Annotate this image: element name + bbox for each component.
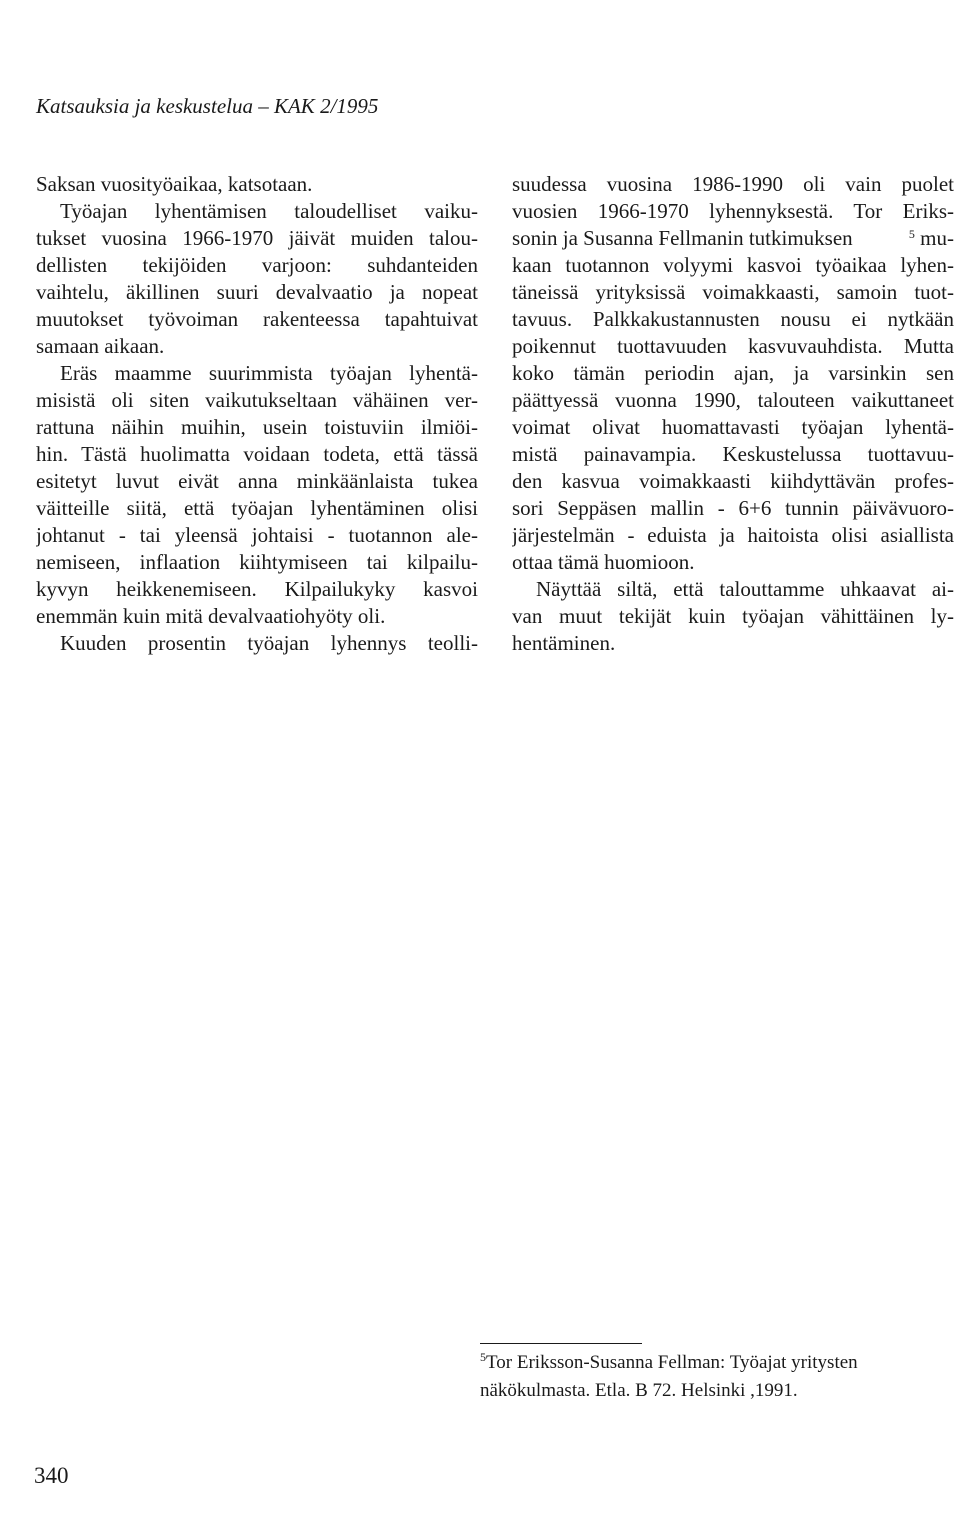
body-line: den kasvua voimakkaasti kiihdyttävän profes-	[512, 469, 954, 493]
body-line: mistä painavampia. Keskustelussa tuottavuu-	[512, 442, 954, 466]
footnote-line	[480, 1349, 858, 1377]
body-line: Työajan lyhentämisen taloudelliset vaiku-	[60, 199, 478, 223]
body-line-tail: mu-	[920, 226, 954, 250]
body-line: väitteille siitä, että työajan lyhentäminen olisi	[36, 496, 478, 520]
footnote	[480, 1349, 858, 1405]
footnote-reference-group	[909, 225, 954, 252]
body-line: nemiseen, inflaation kiihtymiseen tai kilpailu-	[36, 550, 478, 574]
footnote-reference: 5	[908, 227, 915, 241]
body-line: tukset vuosina 1966-1970 jäivät muiden talou-	[36, 226, 478, 250]
left-column	[36, 171, 478, 657]
body-line-with-footnote	[512, 225, 954, 252]
body-line: Eräs maamme suurimmista työajan lyhentä-	[60, 361, 478, 385]
body-line: kaan tuotannon volyymi kasvoi työaikaa lyhen-	[512, 253, 954, 277]
footnote-text: Tor Eriksson-Susanna Fellman: Työajat yritysten	[486, 1352, 858, 1373]
body-line: hentäminen.	[512, 631, 616, 655]
body-line: täneissä yrityksissä voimakkaasti, samoin tuot-	[512, 280, 954, 304]
footnote-divider	[480, 1343, 642, 1344]
body-line: sori Seppäsen mallin - 6+6 tunnin päivävuoro-	[512, 496, 954, 520]
body-line-text: sonin ja Susanna Fellmanin tutkimuksen	[512, 226, 853, 250]
body-line: kyvyn heikkenemiseen. Kilpailukyky kasvoi	[36, 577, 478, 601]
body-line: muutokset työvoiman rakenteessa tapahtuivat	[36, 307, 478, 331]
body-line: dellisten tekijöiden varjoon: suhdanteiden	[36, 253, 478, 277]
body-line: Saksan vuosityöaikaa, katsotaan.	[36, 172, 313, 196]
body-line: ottaa tämä huomioon.	[512, 550, 695, 574]
footnote-line: näkökulmasta. Etla. B 72. Helsinki ,1991.	[480, 1380, 798, 1401]
body-line: suudessa vuosina 1986-1990 oli vain puolet	[512, 172, 954, 196]
body-line: päättyessä vuonna 1990, talouteen vaikuttaneet	[512, 388, 954, 412]
footnote-marker: 5	[480, 1350, 486, 1364]
body-line: enemmän kuin mitä devalvaatiohyöty oli.	[36, 604, 386, 628]
body-line: voimat olivat huomattavasti työajan lyhentä-	[512, 415, 954, 439]
body-line: koko tämän periodin ajan, ja varsinkin sen	[512, 361, 954, 385]
body-line: järjestelmän - eduista ja haitoista olisi asiallista	[512, 523, 954, 547]
body-line: misistä oli siten vaikutukseltaan vähäinen ver-	[36, 388, 478, 412]
body-line: Kuuden prosentin työajan lyhennys teolli-	[60, 631, 478, 655]
body-line: rattuna näihin muihin, usein toistuviin ilmiöi-	[36, 415, 478, 439]
body-line: poikennut tuottavuuden kasvuvauhdista. Mutta	[512, 334, 954, 358]
body-line: johtanut - tai yleensä johtaisi - tuotannon ale-	[36, 523, 478, 547]
running-head: Katsauksia ja keskustelua – KAK 2/1995	[36, 94, 379, 118]
body-line: van muut tekijät kuin työajan vähittäinen ly-	[512, 604, 954, 628]
body-line: vuosien 1966-1970 lyhennyksestä. Tor Eriks-	[512, 199, 954, 223]
body-line: tavuus. Palkkakustannusten nousu ei nytkään	[512, 307, 954, 331]
body-line: vaihtelu, äkillinen suuri devalvaatio ja nopeat	[36, 280, 478, 304]
body-line: esitetyt luvut eivät anna minkäänlaista tukea	[36, 469, 478, 493]
page-number: 340	[34, 1463, 69, 1488]
body-line: samaan aikaan.	[36, 334, 165, 358]
body-line: Näyttää siltä, että talouttamme uhkaavat ai-	[536, 577, 954, 601]
right-column	[512, 171, 954, 657]
body-line: hin. Tästä huolimatta voidaan todeta, että tässä	[36, 442, 478, 466]
